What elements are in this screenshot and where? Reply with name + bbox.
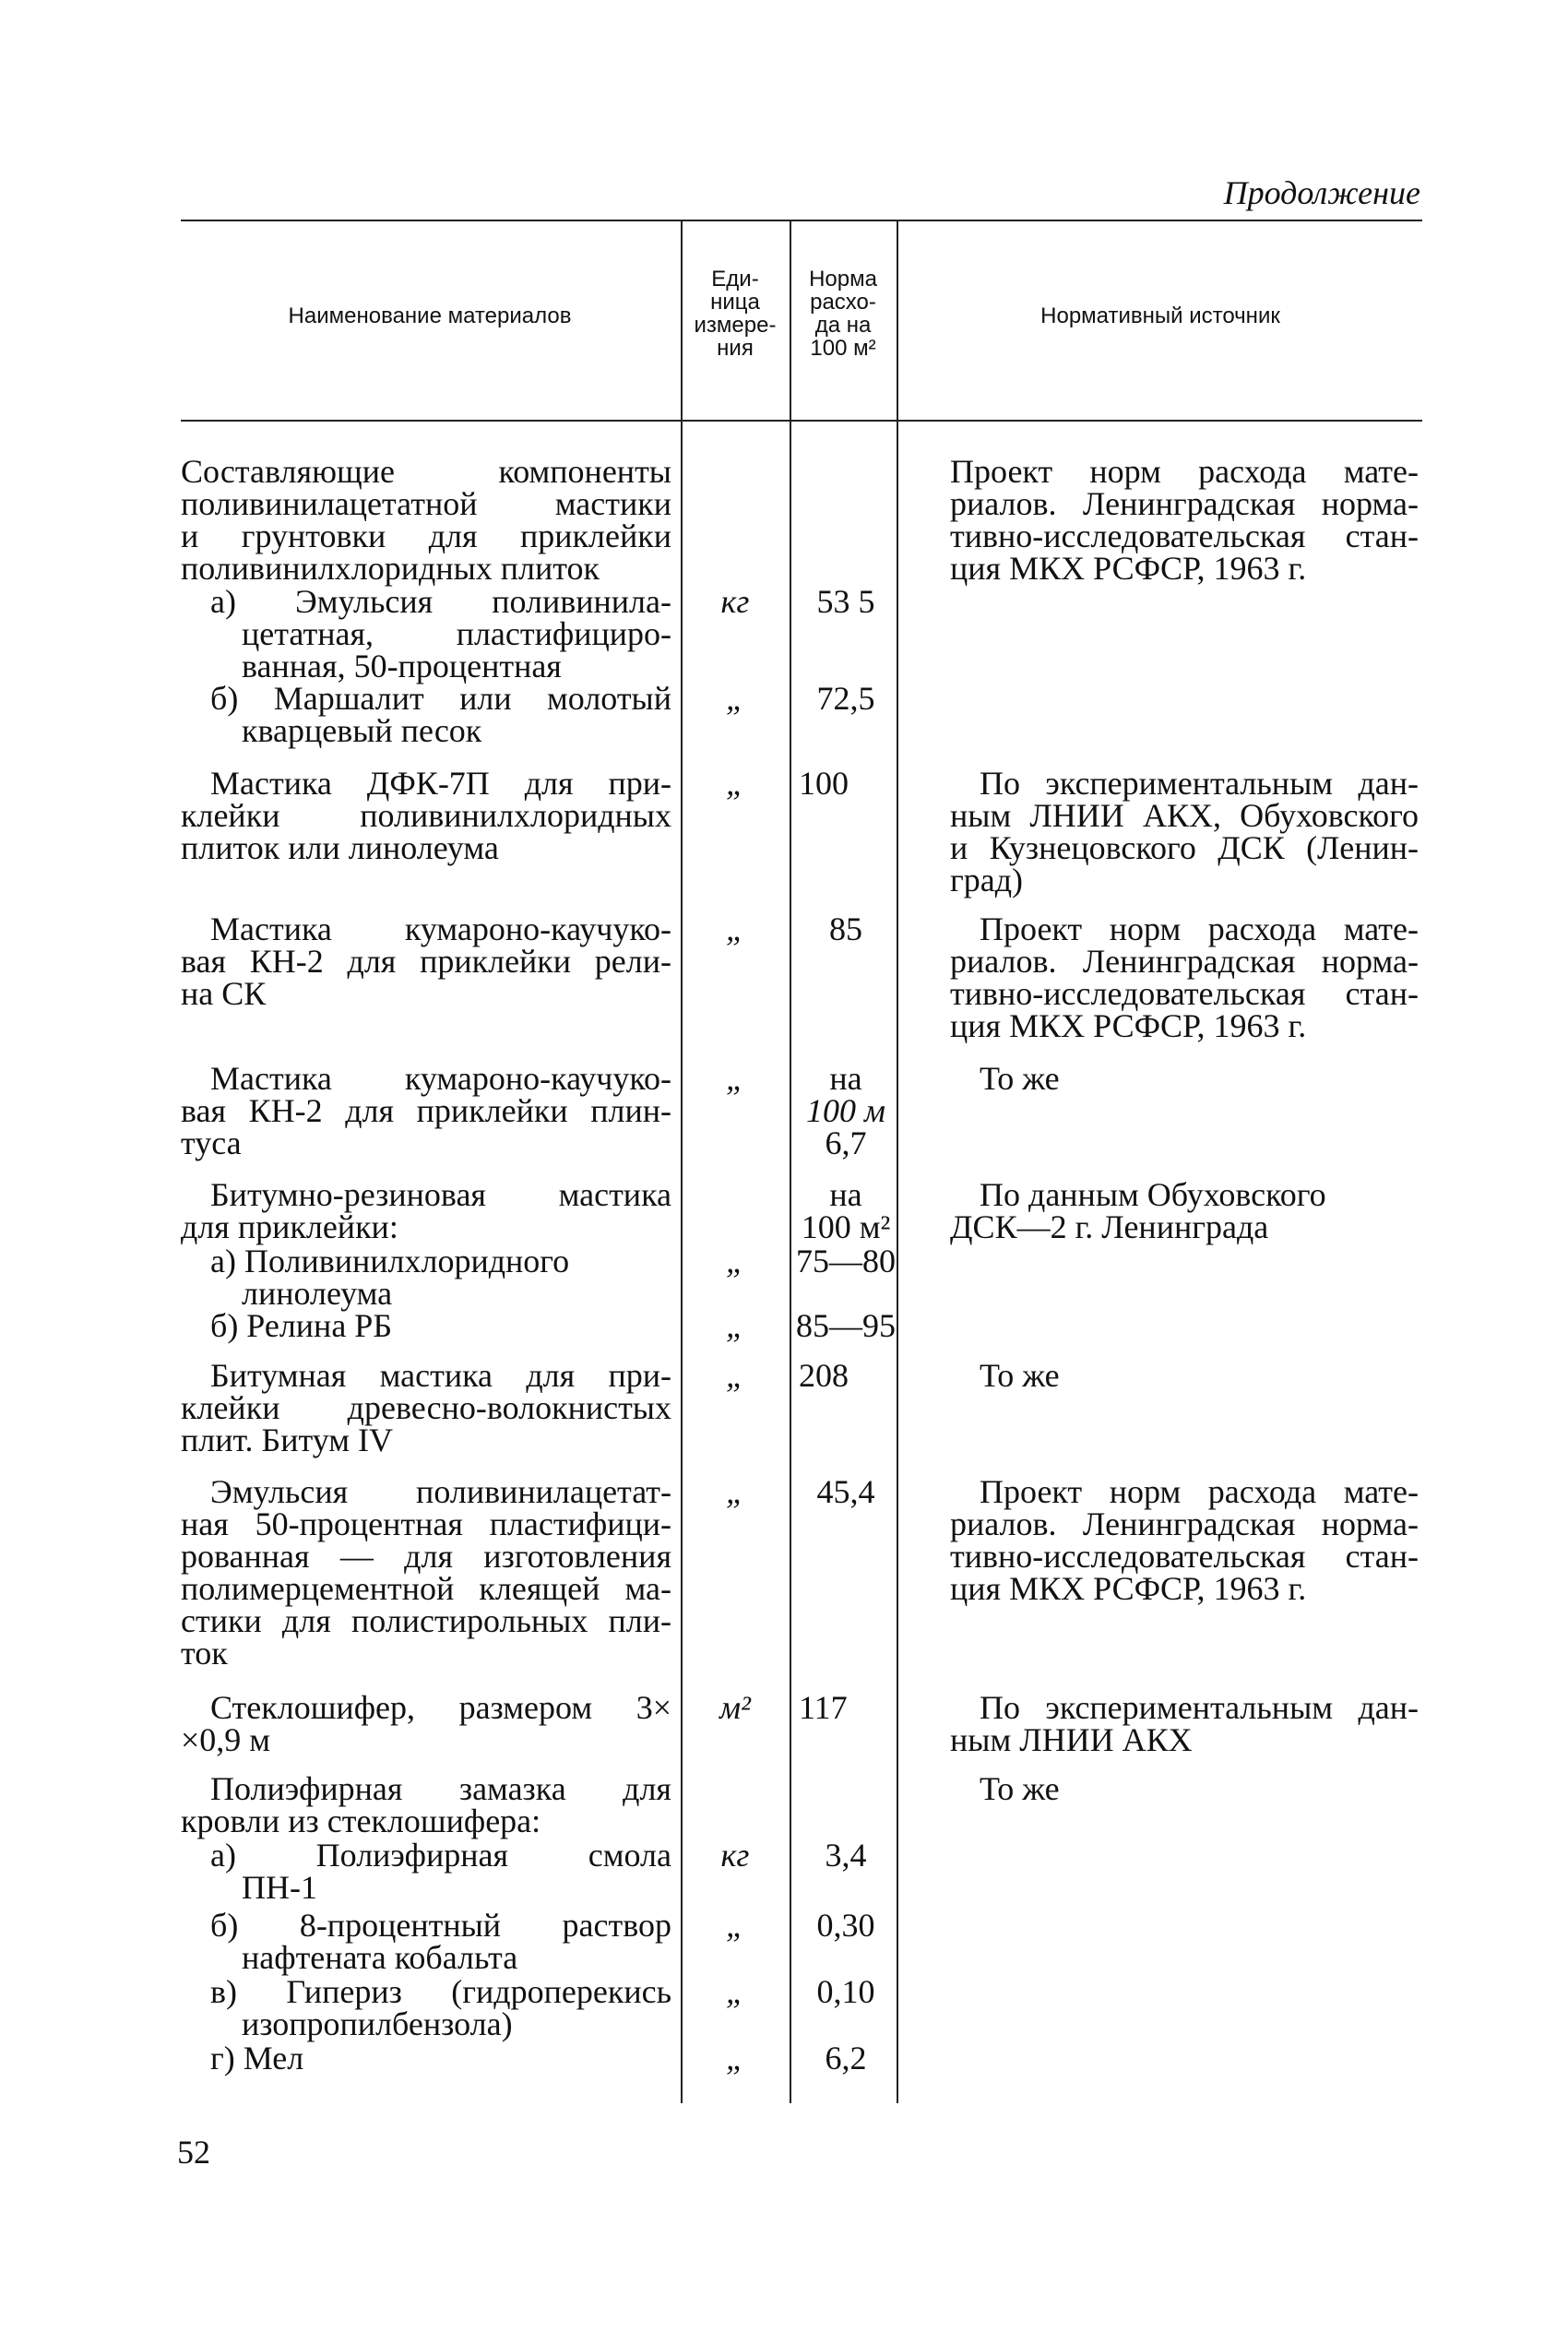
table-row-norm: 117	[799, 1689, 848, 1726]
table-row-source: По экспериментальным дан- ным ЛНИИ АКХ	[950, 1689, 1419, 1758]
table-row-norm: 6,2	[825, 2040, 867, 2076]
table-row-norm: 45,4	[816, 1473, 875, 1510]
table-row-material: Мастика ДФК-7П для при- клейки поливинилхлоридных плиток или линолеума	[181, 765, 671, 866]
header-bottom-rule	[181, 420, 1422, 422]
column-header-unit: Еди- ница измере- ния	[694, 267, 777, 361]
table-row-unit: „	[725, 1357, 745, 1394]
column-header-source: Нормативный источник	[1040, 303, 1280, 328]
table-row-norm: 75—80	[796, 1243, 896, 1279]
table-row-material: в) Гипериз (гидроперекись изопропилбензола)	[210, 1973, 671, 2042]
table-row-material: г) Мел	[210, 2040, 304, 2076]
table-row-source: По экспериментальным дан- ным ЛНИИ АКХ, Обуховского и Кузнецовского ДСК (Ленин- град)	[950, 765, 1419, 898]
table-row-unit: „	[725, 1243, 745, 1279]
column-rule-3	[897, 221, 898, 2103]
table-row-norm: на 100 м 6,7	[806, 1060, 885, 1161]
table-row-material: Составляющие компоненты поливинилацетатной мастики и грунтовки для приклейки поливинилхлоридных плиток	[181, 453, 671, 587]
table-row-source: То же	[980, 1770, 1060, 1807]
table-row-unit: кг	[720, 1837, 750, 1874]
table-row-material: а) Полиэфирная смола ПН-1	[210, 1837, 671, 1906]
column-rule-2	[790, 221, 791, 2103]
table-row-source: По данным Обуховского ДСК—2 г. Ленинграда	[950, 1176, 1326, 1245]
table-row-norm: 85	[829, 910, 862, 947]
table-row-source: Проект норм расхода мате- риалов. Ленинградская норма- тивно-исследовательская стан- ция МКХ РСФСР, 1963 г.	[950, 910, 1419, 1044]
column-rule-1	[681, 221, 683, 2103]
table-row-material: Битумно-резиновая мастика для приклейки:	[181, 1176, 671, 1245]
continuation-label: Продолжение	[1223, 174, 1420, 211]
table-row-norm: 208	[799, 1357, 849, 1394]
table-row-material: Стеклошифер, размером 3× ×0,9 м	[181, 1689, 671, 1758]
table-row-material: Битумная мастика для при- клейки древесно-волокнистых плит. Битум IV	[181, 1357, 671, 1458]
table-row-norm: на 100 м²	[801, 1176, 891, 1245]
table-row-material: а) Эмульсия поливинила- цетатная, пластифициро- ванная, 50-процентная	[210, 583, 671, 684]
table-row-material: а) Поливинилхлоридного линолеума	[210, 1243, 570, 1312]
table-row-unit: кг	[720, 583, 750, 620]
table-row-unit: „	[725, 680, 745, 717]
table-row-norm: 72,5	[816, 680, 875, 717]
table-row-material: Мастика кумароно-каучуко- вая КН-2 для приклейки плин- туса	[181, 1060, 671, 1161]
table-row-material: Эмульсия поливинилацетат- ная 50-процентная пластифици- рованная — для изготовления полимерцементной клеящей ма- стики для полистирольных пли- ток	[181, 1473, 671, 1672]
top-rule-right	[587, 220, 1422, 221]
table-row-unit: „	[725, 1060, 745, 1097]
table-row-source: Проект норм расхода мате- риалов. Ленинградская норма- тивно-исследовательская стан- ция МКХ РСФСР, 1963 г.	[950, 1473, 1419, 1607]
table-row-unit: „	[725, 1973, 745, 2010]
table-row-material: б) Релина РБ	[210, 1307, 392, 1344]
table-row-unit: „	[725, 765, 745, 802]
table-row-norm: 85—95	[796, 1307, 896, 1344]
table-row-norm: 3,4	[825, 1837, 867, 1874]
table-row-source: То же	[980, 1357, 1060, 1394]
column-header-norm: Норма расхо- да на 100 м²	[809, 267, 877, 361]
column-header-material: Наименование материалов	[288, 303, 572, 328]
table-row-norm: 0,10	[816, 1973, 875, 2010]
table-row-unit: м²	[719, 1689, 751, 1726]
table-row-source: Проект норм расхода мате- риалов. Ленинградская норма- тивно-исследовательская стан- ция МКХ РСФСР, 1963 г.	[950, 453, 1419, 587]
page-number: 52	[177, 2134, 210, 2171]
table-row-norm: 100	[799, 765, 849, 802]
table-row-norm: 0,30	[816, 1907, 875, 1944]
table-row-unit: „	[725, 1307, 745, 1344]
table-row-unit: „	[725, 1473, 745, 1510]
table-row-norm: 53 5	[816, 583, 875, 620]
table-row-unit: „	[725, 1907, 745, 1944]
table-row-unit: „	[725, 2040, 745, 2076]
table-row-unit: „	[725, 910, 745, 947]
table-row-source: То же	[980, 1060, 1060, 1097]
table-row-material: Мастика кумароно-каучуко- вая КН-2 для приклейки рели- на СК	[181, 910, 671, 1012]
table-row-material: Полиэфирная замазка для кровли из стеклошифера:	[181, 1770, 671, 1839]
table-row-material: б) Маршалит или молотый кварцевый песок	[210, 680, 671, 749]
table-row-material: б) 8-процентный раствор нафтената кобальта	[210, 1907, 671, 1976]
